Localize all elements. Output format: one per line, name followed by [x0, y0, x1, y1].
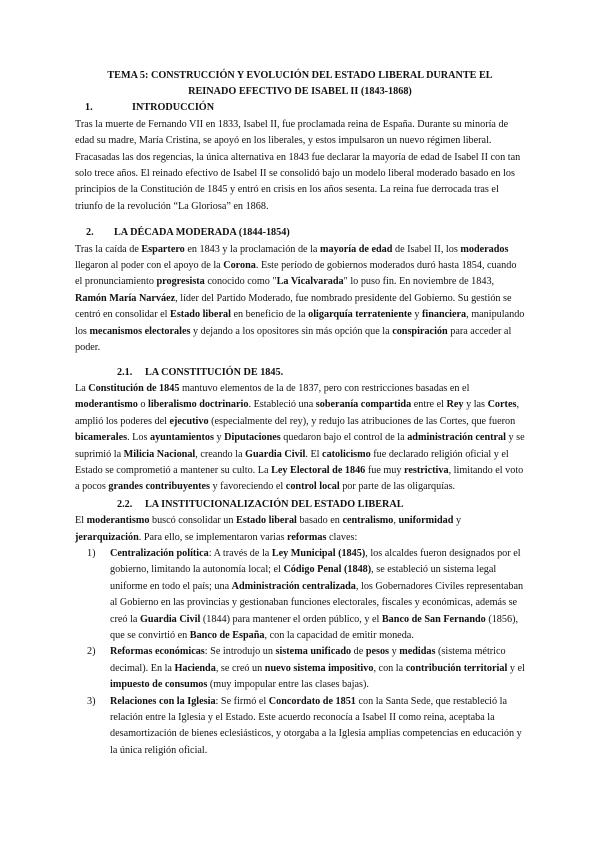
subsection-number: 2.1. [117, 366, 133, 378]
list-item-number: 3) [87, 695, 96, 707]
document-page [75, 68, 525, 759]
subsection-2-2-heading [75, 497, 525, 513]
reforms-list [75, 546, 525, 759]
subsection-2-2-paragraph: El moderantismo buscó consolidar un Estado liberal basado en centralismo, uniformidad y jerarquización. Para ello, se implementaron varias reformas claves: [75, 515, 462, 543]
section-number: 2. [86, 227, 94, 239]
title-line-1: TEMA 5: CONSTRUCCIÓN Y EVOLUCIÓN DEL ESTADO LIBERAL DURANTE EL [107, 70, 493, 81]
section-title: LA DÉCADA MODERADA (1844-1854) [114, 227, 290, 239]
section-number: 1. [85, 102, 93, 114]
section-title: INTRODUCCIÓN [132, 102, 215, 114]
list-item-number: 1) [87, 547, 96, 559]
section-1-heading [75, 100, 525, 116]
subsection-title: LA INSTITUCIONALIZACIÓN DEL ESTADO LIBERAL [145, 498, 404, 510]
section-1-paragraph: Tras la muerte de Fernando VII en 1833, Isabel II, fue proclamada reina de España. Durante su minoría de edad su madre, María Cristina, se apoyó en los liberales, y estos impulsaron un nuevo régimen liberal. Fracasadas las dos regencias, la única alternativa en 1843 fue declarar la mayoría de edad de Isabel II con tan solo trece años. El reinado efectivo de Isabel II se consolidó bajo un modelo liberal moderado basado en los principios de la Constitución de 1845 y entró en crisis en los años sesenta. La reina fue derrocada tras el triunfo de la revolución “La Gloriosa” en 1868. [75, 118, 521, 212]
list-item: 3) Relaciones con la Iglesia: Se firmó el Concordato de 1851 con la Santa Sede, que restableció la relación entre la Iglesia y el Estado. Este acuerdo reconocía a Isabel II como reina, aceptaba la desamortización de bienes eclesiásticos, y otorgaba a la Iglesia amplias competencias en educación y la única religión oficial. [87, 695, 522, 756]
list-item: 1) Centralización política: A través de la Ley Municipal (1845), los alcaldes fueron designados por el gobierno, limitando la autonomía local; el Código Penal (1848), se estableció un sistema legal uniforme en todo el país; una Administración centralizada, los Gobernadores Civiles representaban al Gobierno en las provincias y gestionaban funciones electorales, fiscales y económicas, además se creó la Guardia Civil (1844) para mantener el orden público, y el Banco de San Fernando (1856), que se convirtió en Banco de España, con la capacidad de emitir moneda. [87, 547, 524, 641]
subsection-number: 2.2. [117, 498, 133, 510]
subsection-title: LA CONSTITUCIÓN DE 1845. [145, 366, 284, 378]
list-item: 2) Reformas económicas: Se introdujo un sistema unificado de pesos y medidas (sistema métrico decimal). En la Hacienda, se creó un nuevo sistema impositivo, con la contribución territorial y el impuesto de consumos (muy impopular entre las clases bajas). [87, 646, 525, 691]
section-2-heading [75, 225, 525, 241]
subsection-2-1-paragraph: La Constitución de 1845 mantuvo elementos de la de 1837, pero con restricciones basadas en el moderantismo o liberalismo doctrinario. Estableció una soberanía compartida entre el Rey y las Cortes, amplió los poderes del ejecutivo (especialmente del rey), y redujo las atribuciones de las Cortes, que fueron bicamerales. Los ayuntamientos y Diputaciones quedaron bajo el control de la administración central y se suprimió la Milicia Nacional, creando la Guardia Civil. El catolicismo fue declarado religión oficial y el Estado se comprometió a mantener su culto. La Ley Electoral de 1846 fue muy restrictiva, limitando el voto a pocos grandes contribuyentes y favoreciendo el control local por parte de las oligarquías. [75, 382, 525, 493]
title-line-2: REINADO EFECTIVO DE ISABEL II (1843-1868) [188, 86, 412, 98]
subsection-2-1-heading [75, 365, 525, 381]
document-title [75, 68, 525, 100]
section-2-paragraph: Tras la caída de Espartero en 1843 y la proclamación de la mayoría de edad de Isabel II, los moderados llegaron al poder con el apoyo de la Corona. Este período de gobiernos moderados duró hasta 1854, cuando el pronunciamiento progresista conocido como "La Vicalvarada" lo puso fin. En noviembre de 1843, Ramón María Narváez, líder del Partido Moderado, fue nombrado presidente del Gobierno. Su gestión se centró en consolidar el Estado liberal en beneficio de la oligarquía terrateniente y financiera, manipulando los mecanismos electorales y dejando a los opositores sin más opción que la conspiración para acceder al poder. [75, 243, 525, 354]
list-item-number: 2) [87, 646, 96, 658]
